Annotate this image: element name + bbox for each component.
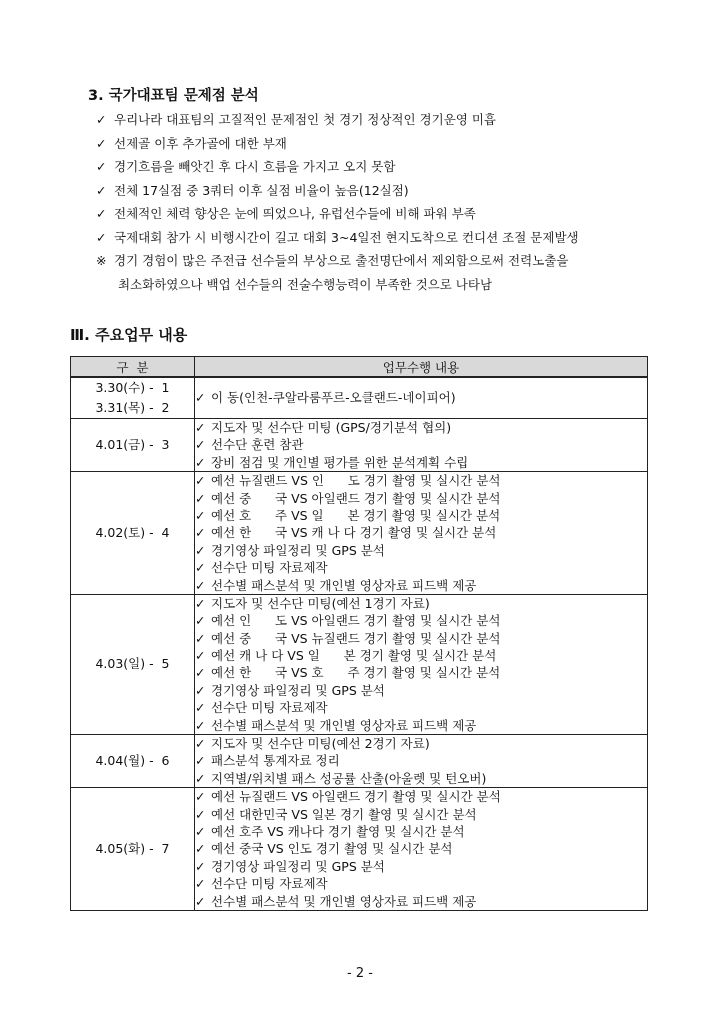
task-item: ✓ 예선 한 국 VS 호 주 경기 촬영 및 실시간 분석 [195, 665, 501, 681]
check-icon: ✓ [195, 525, 206, 541]
check-icon: ✓ [195, 841, 206, 857]
check-icon: ✓ [96, 112, 107, 127]
task-item: ✓ 예선 중 국 VS 아일랜드 경기 촬영 및 실시간 분석 [195, 490, 501, 506]
check-icon: ✓ [96, 135, 107, 151]
check-icon: ✓ [195, 770, 206, 786]
date-cell: 3.30(수) - 1 3.31(목) - 2 [71, 377, 195, 419]
table-row [71, 377, 648, 419]
task-item: ✓ 예선 인 도 VS 아일랜드 경기 촬영 및 실시간 분석 [195, 613, 501, 629]
task-item: ✓ 패스분석 통계자료 정리 [195, 753, 340, 769]
task-item: ✓ 예선 호 주 VS 일 본 경기 촬영 및 실시간 분석 [195, 507, 501, 523]
check-icon: ✓ [195, 560, 206, 576]
content-cell [195, 735, 648, 788]
task-item: ✓ 경기영상 파일정리 및 GPS 분석 [195, 542, 385, 558]
content-cell [195, 594, 648, 734]
task-item: ✓ 장비 점검 및 개인별 평가를 위한 분석계획 수립 [195, 454, 469, 470]
section-iii-title: Ⅲ. 주요업무 내용 [70, 326, 188, 344]
check-icon: ✓ [195, 736, 206, 752]
list-item: ✓ 전체 17실점 중 3쿼터 이후 실점 비율이 높음(12실점) [96, 179, 666, 203]
date-cell: 4.01(금) - 3 [71, 419, 195, 472]
check-icon: ✓ [195, 390, 206, 406]
check-icon: ✓ [195, 630, 206, 646]
task-item: ✓ 선수단 미팅 자료제작 [195, 560, 328, 576]
check-icon: ✓ [195, 893, 206, 909]
list-item: ✓ 전체적인 체력 향상은 눈에 띄었으나, 유럽선수들에 비해 파워 부족 [96, 202, 666, 226]
content-cell [195, 419, 648, 472]
table-row [71, 472, 648, 595]
list-item: ✓ 국제대회 참가 시 비행시간이 길고 대회 3~4일전 현지도착으로 컨디션 조절 문제발생 [96, 226, 666, 250]
task-item: ✓ 예선 호주 VS 캐나다 경기 촬영 및 실시간 분석 [195, 823, 465, 839]
task-item: ✓ 선수별 패스분석 및 개인별 영상자료 피드백 제공 [195, 577, 477, 593]
check-icon: ✓ [195, 648, 206, 664]
page-number: - 2 - [347, 966, 373, 981]
check-icon: ✓ [195, 437, 206, 453]
table-row [71, 594, 648, 734]
check-icon: ✓ [195, 717, 206, 733]
task-item: ✓ 선수단 미팅 자료제작 [195, 700, 328, 716]
task-item: ✓ 경기영상 파일정리 및 GPS 분석 [195, 858, 385, 874]
task-item: ✓ 예선 대한민국 VS 일본 경기 촬영 및 실시간 분석 [195, 806, 477, 822]
check-icon: ✓ [195, 876, 206, 892]
task-item: ✓ 예선 중국 VS 인도 경기 촬영 및 실시간 분석 [195, 841, 453, 857]
reference-mark-icon: ※ [96, 253, 107, 268]
task-item: ✓ 예선 중 국 VS 뉴질랜드 경기 촬영 및 실시간 분석 [195, 630, 501, 646]
check-icon: ✓ [96, 159, 107, 174]
task-item: ✓ 예선 캐 나 다 VS 일 본 경기 촬영 및 실시간 분석 [195, 648, 497, 664]
task-table [70, 356, 648, 911]
check-icon: ✓ [195, 507, 206, 523]
check-icon: ✓ [195, 700, 206, 716]
check-icon: ✓ [195, 454, 206, 470]
table-row [71, 735, 648, 788]
check-icon: ✓ [195, 753, 206, 769]
task-item: ✓ 예선 뉴질랜드 VS 아일랜드 경기 촬영 및 실시간 분석 [195, 789, 501, 805]
date-cell: 4.05(화) - 7 [71, 788, 195, 911]
date-cell: 4.02(토) - 4 [71, 472, 195, 595]
list-item: ✓ 우리나라 대표팀의 고질적인 문제점인 첫 경기 정상적인 경기운영 미흡 [96, 108, 666, 132]
check-icon: ✓ [195, 665, 206, 681]
task-item: ✓ 선수단 미팅 자료제작 [195, 876, 328, 892]
task-item: ✓ 지도자 및 선수단 미팅(예선 1경기 자료) [195, 595, 430, 611]
content-cell [195, 788, 648, 911]
check-icon: ✓ [195, 542, 206, 558]
content-cell [195, 377, 648, 419]
task-item: ✓ 선수단 훈련 참관 [195, 437, 304, 453]
table-row [71, 788, 648, 911]
table-header-row [71, 357, 648, 378]
check-icon: ✓ [195, 595, 206, 611]
section-3-title: 3. 국가대표팀 문제점 분석 [88, 88, 259, 104]
check-icon: ✓ [195, 473, 206, 489]
content-cell [195, 472, 648, 595]
column-header-content: 업무수행 내용 [195, 357, 648, 378]
check-icon: ✓ [96, 229, 107, 245]
task-item: ✓ 예선 한 국 VS 캐 나 다 경기 촬영 및 실시간 분석 [195, 525, 497, 541]
task-item: ✓ 지도자 및 선수단 미팅 (GPS/경기분석 협의) [195, 420, 452, 435]
check-icon: ✓ [96, 206, 107, 221]
note-item-continuation: 최소화하였으나 백업 선수들의 전술수행능력이 부족한 것으로 나타남 [118, 276, 493, 292]
check-icon: ✓ [195, 420, 206, 435]
table-row [71, 419, 648, 472]
task-item: ✓ 예선 뉴질랜드 VS 인 도 경기 촬영 및 실시간 분석 [195, 473, 501, 489]
task-item: ✓ 이 동(인천-쿠알라룸푸르-오클랜드-네이피어) [195, 390, 456, 406]
list-item: ✓ 경기흐름을 빼앗긴 후 다시 흐름을 가지고 오지 못함 [96, 155, 666, 179]
task-item: ✓ 선수별 패스분석 및 개인별 영상자료 피드백 제공 [195, 893, 477, 909]
check-icon: ✓ [195, 823, 206, 839]
date-cell: 4.04(월) - 6 [71, 735, 195, 788]
task-item: ✓ 지역별/위치별 패스 성공률 산출(아울렛 및 턴오버) [195, 770, 487, 786]
check-icon: ✓ [195, 577, 206, 593]
task-item: ✓ 지도자 및 선수단 미팅(예선 2경기 자료) [195, 736, 430, 752]
check-icon: ✓ [195, 682, 206, 698]
task-item: ✓ 경기영상 파일정리 및 GPS 분석 [195, 682, 385, 698]
check-icon: ✓ [195, 490, 206, 506]
problem-list [96, 108, 666, 296]
column-header-date: 구 분 [71, 357, 195, 378]
list-item: ✓ 선제골 이후 추가골에 대한 부재 [96, 132, 666, 156]
date-cell: 4.03(일) - 5 [71, 594, 195, 734]
check-icon: ✓ [96, 182, 107, 198]
check-icon: ✓ [195, 789, 206, 805]
check-icon: ✓ [195, 613, 206, 629]
note-item: ※ 경기 경험이 많은 주전급 선수들의 부상으로 출전명단에서 제외함으로써 전력노출을 [96, 249, 666, 273]
check-icon: ✓ [195, 858, 206, 874]
task-item: ✓ 선수별 패스분석 및 개인별 영상자료 피드백 제공 [195, 717, 477, 733]
check-icon: ✓ [195, 806, 206, 822]
